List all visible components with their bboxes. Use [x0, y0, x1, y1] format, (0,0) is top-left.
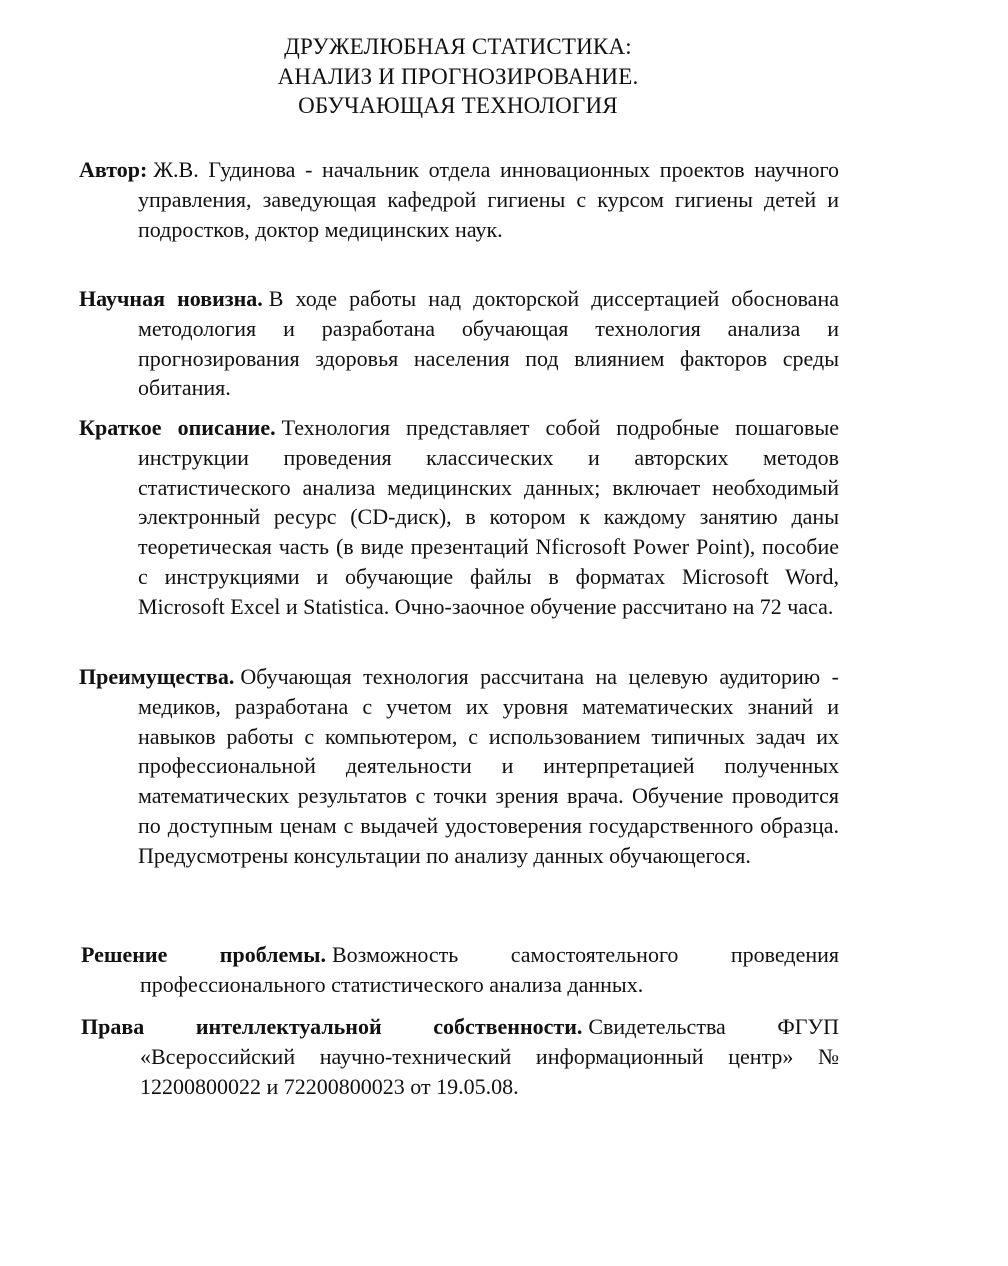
title-line-1: ДРУЖЕЛЮБНАЯ СТАТИСТИКА:: [284, 34, 632, 59]
section-author: [79, 155, 839, 244]
section-novelty: [79, 284, 839, 403]
section-solution-text: Возможность самостоятельного проведения профессионального статистического анализа данных.: [140, 942, 839, 997]
section-novelty-text: В ходе работы над докторской диссертацией обоснована методология и разработана обучающая технология анализа и прогнозирования здоровья населения под влиянием факторов среды обитания.: [138, 286, 839, 401]
section-novelty-label: Научная новизна.: [79, 286, 263, 311]
section-description-label: Краткое описание.: [79, 415, 276, 440]
document-title: [0, 32, 916, 121]
section-ip-label: Права интеллектуальной собственности.: [81, 1014, 583, 1039]
title-line-2: АНАЛИЗ И ПРОГНОЗИРОВАНИЕ.: [277, 63, 639, 89]
section-advantages-label: Преимущества.: [79, 664, 235, 689]
section-advantages: [79, 662, 839, 871]
section-solution-label: Решение проблемы.: [81, 942, 326, 967]
section-ip-text: Свидетельства ФГУП «Всероссийский научно-технический информационный центр» № 12200800022 и 72200800023 от 19.05.08.: [140, 1014, 839, 1099]
section-ip: [81, 1012, 839, 1101]
section-description: [79, 413, 839, 622]
section-advantages-text: Обучающая технология рассчитана на целевую аудиторию - медиков, разработана с учетом их уровня математических знаний и навыков работы с компьютером, с использованием типичных задач их профессиональной деятельности и интерпретацией полученных математических результатов с точки зрения врача. Обучение проводится по доступным ценам с выдачей удостоверения государственного образца. Предусмотрены консультации по анализу данных обучающегося.: [138, 664, 839, 868]
title-line-3: ОБУЧАЮЩАЯ ТЕХНОЛОГИЯ: [298, 93, 618, 118]
section-author-label: Автор:: [79, 157, 148, 182]
section-description-text: Технология представляет собой подробные пошаговые инструкции проведения классических и авторских методов статистического анализа медицинских данных; включает необходимый электронный ресурс (CD-диск), в котором к каждому занятию даны теоретическая часть (в виде презентаций Nficrosoft Power Point), пособие с инструкциями и обучающие файлы в форматах Microsoft Word, Microsoft Excel и Statistica. Очно-заочное обучение рассчитано на 72 часа.: [138, 415, 839, 619]
section-author-text: Ж.В. Гудинова - начальник отдела инновационных проектов научного управления, заведующая кафедрой гигиены с курсом гигиены детей и подростков, доктор медицинских наук.: [138, 157, 839, 242]
section-solution: [81, 940, 839, 1000]
